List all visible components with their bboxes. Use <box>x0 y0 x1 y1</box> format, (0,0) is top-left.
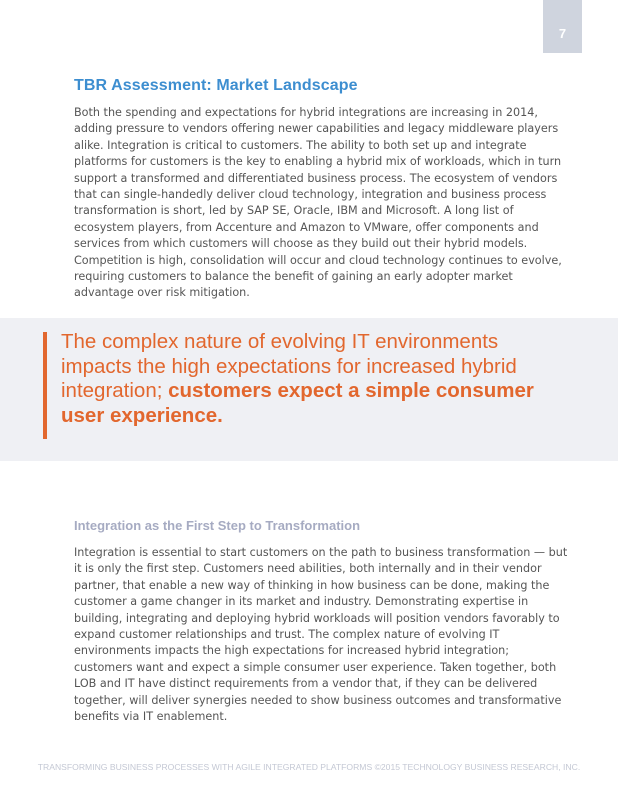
subsection-title: Integration as the First Step to Transformation <box>74 518 361 533</box>
page-footer: TRANSFORMING BUSINESS PROCESSES WITH AGILE INTEGRATED PLATFORMS ©2015 TECHNOLOGY BUSINESS RESEARCH, INC. <box>37 762 581 772</box>
pull-quote-accent-bar <box>43 332 47 439</box>
pull-quote-regular: The complex nature of evolving IT environments impacts the high expectations for increased hybrid integration; <box>61 330 517 402</box>
page-number: 7 <box>558 26 567 41</box>
pull-quote-bold: customers expect a simple consumer user experience. <box>61 379 534 427</box>
pull-quote-band <box>0 318 618 461</box>
subsection-paragraph: Integration is essential to start customers on the path to business transformation — but it is only the first step. Customers need abilities, both internally and in their vendor partner, that enable a new way of thinking in how business can be done, making the customer a game changer in its market and industry. Demonstrating expertise in building, integrating and deploying hybrid workloads will position vendors favorably to expand customer relationships and trust. The complex nature of evolving IT environments impacts the high expectations for increased hybrid integration; customers want and expect a simple consumer user experience. Taken together, both LOB and IT have distinct requirements from a vendor that, if they can be delivered together, will deliver synergies needed to show business outcomes and transformative benefits via IT enablement. <box>74 546 568 724</box>
pull-quote <box>61 330 561 428</box>
section-title: TBR Assessment: Market Landscape <box>74 77 358 94</box>
page-number-tab <box>543 0 582 53</box>
section-paragraph: Both the spending and expectations for hybrid integrations are increasing in 2014, adding pressure to vendors offering newer capabilities and legacy middleware players alike. Integration is critical to customers. The ability to both set up and integrate platforms for customers is the key to enabling a hybrid mix of workloads, which in turn support a transformed and differentiated business process. The ecosystem of vendors that can single-handedly deliver cloud technology, integration and business process transformation is short, led by SAP SE, Oracle, IBM and Microsoft. A long list of ecosystem players, from Accenture and Amazon to VMware, offer components and services from which customers will choose as they build out their hybrid models. Competition is high, consolidation will occur and cloud technology continues to evolve, requiring customers to balance the benefit of gaining an early adopter market advantage over risk mitigation. <box>74 106 562 300</box>
